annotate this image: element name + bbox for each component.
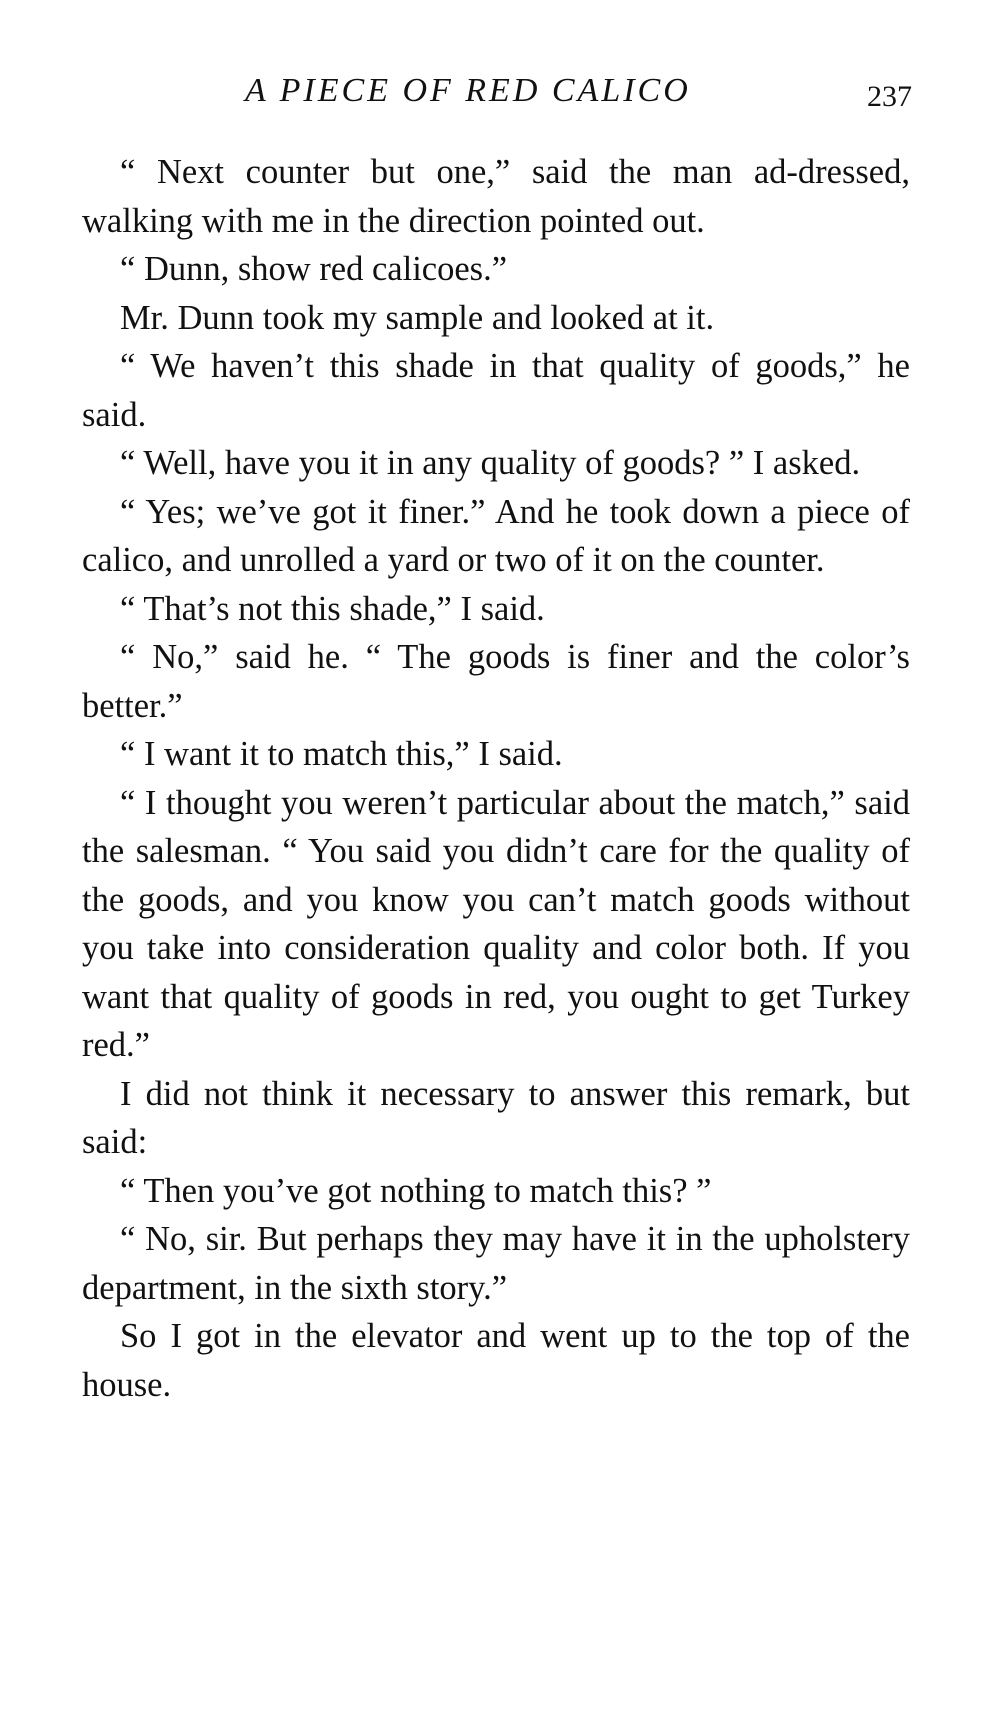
- page-number: 237: [867, 80, 912, 113]
- paragraph: “ Yes; we’ve got it finer.” And he took down a piece of calico, and unrolled a yard or two of it on the counter.: [82, 492, 910, 579]
- paragraph: “ No,” said he. “ The goods is finer and the color’s better.”: [82, 638, 910, 725]
- paragraph: “ I want it to match this,” I said.: [120, 735, 563, 773]
- paragraph: “ I thought you weren’t particular about the match,” said the salesman. “ You said you didn’t care for the quality of the goods, and you know you can’t match goods without you take into consideration quality and color both. If you want that quality of goods in red, you ought to get Turkey red.”: [82, 783, 910, 1064]
- paragraph: “ Next counter but one,” said the man ad-dressed, walking with me in the direction pointed out.: [82, 153, 910, 240]
- paragraph: Mr. Dunn took my sample and looked at it.: [120, 298, 715, 337]
- paragraph: “ Dunn, show red calicoes.”: [120, 250, 508, 288]
- text-body: [82, 148, 910, 1409]
- paragraph: “ Well, have you it in any quality of goods? ” I asked.: [120, 444, 861, 482]
- paragraph: So I got in the elevator and went up to the top of the house.: [82, 1317, 910, 1404]
- paragraph: I did not think it necessary to answer this remark, but said:: [82, 1074, 910, 1161]
- paragraph: “ We haven’t this shade in that quality of goods,” he said.: [82, 347, 910, 434]
- paragraph: “ Then you’ve got nothing to match this? ”: [120, 1171, 712, 1210]
- running-head: [0, 66, 1000, 116]
- paragraph: “ No, sir. But perhaps they may have it in the upholstery department, in the sixth story.”: [82, 1220, 910, 1307]
- running-title: A PIECE OF RED CALICO: [245, 72, 691, 109]
- paragraph: “ That’s not this shade,” I said.: [120, 589, 545, 628]
